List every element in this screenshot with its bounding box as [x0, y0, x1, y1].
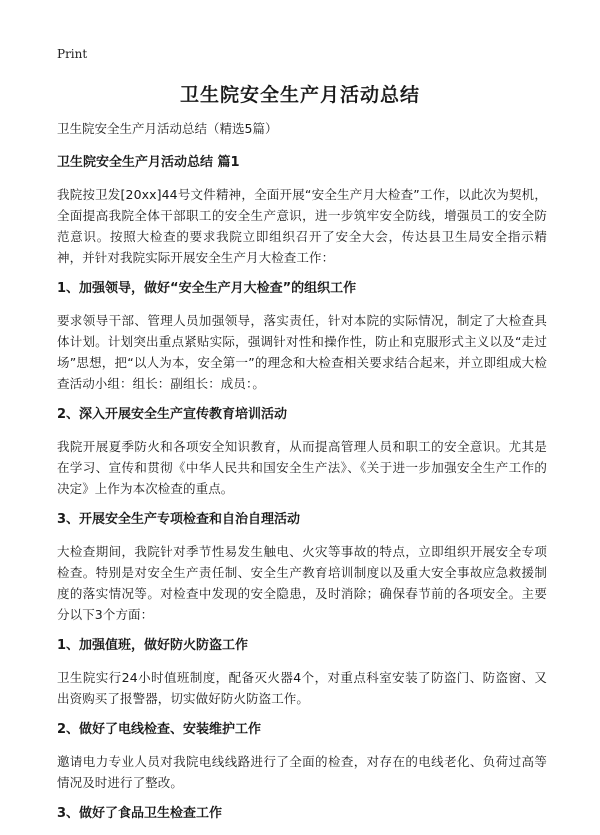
section-body-1: 要求领导干部、管理人员加强领导，落实责任，针对本院的实际情况，制定了大检查具体计划。计划突出重点紧贴实际，强调针对性和操作性，防止和克服形式主义以及“走过场”思想，把“以人为本，安全第一”的理念和大检查相关要求结合起来，并立即组成大检查活动小组：组长：副组长：成员：。 — [57, 313, 547, 391]
subsection-heading-1: 1、加强值班，做好防火防盗工作 — [57, 638, 249, 653]
subsection-heading-2: 2、做好了电线检查、安装维护工作 — [57, 722, 262, 737]
document-subtitle: 卫生院安全生产月活动总结（精选5篇） — [57, 121, 278, 136]
subsection-body-2: 邀请电力专业人员对我院电线线路进行了全面的检查，对存在的电线老化、负荷过高等情况及时进行了整改。 — [57, 754, 547, 790]
section-heading-3: 3、开展安全生产专项检查和自治自理活动 — [57, 512, 301, 527]
article-heading: 卫生院安全生产月活动总结 篇1 — [57, 155, 240, 170]
subsection-body-1: 卫生院实行24小时值班制度，配备灭火器4个，对重点科室安装了防盗门、防盗窗、又出资购买了报警器，切实做好防火防盗工作。 — [57, 670, 547, 706]
page-title: 卫生院安全生产月活动总结 — [179, 84, 420, 106]
document-body — [57, 120, 547, 835]
section-heading-1: 1、加强领导，做好“安全生产月大检查”的组织工作 — [57, 281, 357, 296]
section-heading-2: 2、深入开展安全生产宣传教育培训活动 — [57, 407, 288, 422]
subsection-heading-3: 3、做好了食品卫生检查工作 — [57, 806, 223, 821]
section-body-3: 大检查期间，我院针对季节性易发生触电、火灾等事故的特点，立即组织开展安全专项检查。特别是对安全生产责任制、安全生产教育培训制度以及重大安全事故应急救援制度的落实情况等。对检查中发现的安全隐患，及时消除；确保春节前的各项安全。主要分以下3个方面： — [57, 544, 547, 622]
intro-paragraph: 我院按卫发[20xx]44号文件精神，全面开展“安全生产月大检查”工作，以此次为契机，全面提高我院全体干部职工的安全生产意识，进一步筑牢安全防线，增强员工的安全防范意识。按照大检查的要求我院立即组织召开了安全大会，传达县卫生局安全指示精神，并针对我院实际开展安全生产月大检查工作： — [57, 187, 547, 265]
print-link[interactable]: Print — [57, 47, 88, 61]
section-body-2: 我院开展夏季防火和各项安全知识教育，从而提高管理人员和职工的安全意识。尤其是在学习、宣传和贯彻《中华人民共和国安全生产法》、《关于进一步加强安全生产工作的决定》上作为本次检查的重点。 — [57, 439, 547, 496]
